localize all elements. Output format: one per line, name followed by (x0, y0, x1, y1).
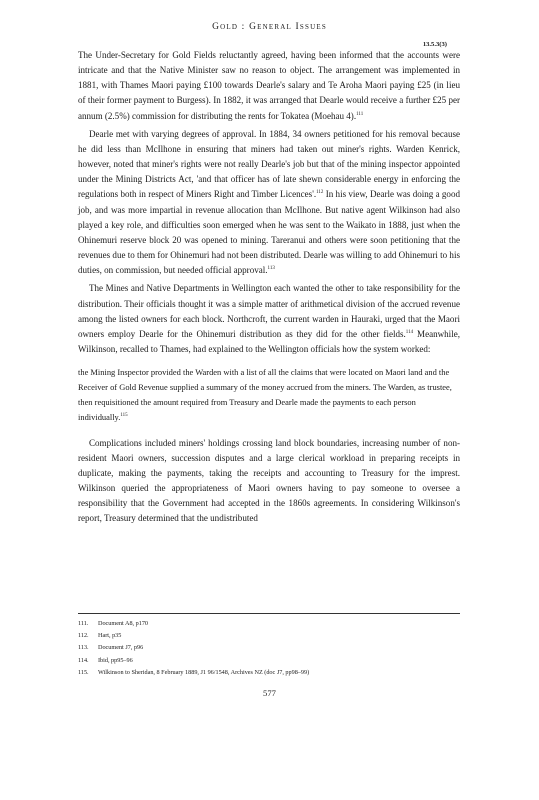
paragraph-3-text: The Mines and Native Departments in Wellington each wanted the other to take responsibility for the distribution. Their officials thought it was a simple matter of arithmetical division of the accrued revenue among the listed owners for each block. Northcroft, the current warden in Hauraki, urged that the Maori owners employ Dearle for the Ohinemuri distribution as they did for the other fields. (78, 283, 460, 339)
footnote-ref-113[interactable]: 113 (267, 266, 275, 272)
footnote-divider (78, 613, 460, 614)
paragraph-1-text: The Under-Secretary for Gold Fields reluctantly agreed, having been informed that the accounts were intricate and that the Native Minister saw no reason to object. The arrangement was implemented in 1881, with Thames Maori paying £100 towards Dearle's salary and Te Aroha Maori paying £25 (in lieu of their former payment to Burgess). In 1882, it was arranged that Dearle would receive a further £25 per annum (2.5%) commission for distributing the rents for Tokatea (Moehau 4). (78, 50, 460, 121)
footnote-number: 113. (78, 644, 89, 652)
footnote-number: 111. (78, 620, 89, 627)
paragraph-4 (78, 436, 460, 527)
block-quote (78, 365, 454, 425)
footnote-text: Document A8, p170 (98, 620, 149, 627)
footnote-text: Wilkinson to Sheridan, 8 February 1889, J1 96/1548, Archives NZ (doc J7, pp98–99) (98, 668, 310, 676)
paragraph-1 (78, 48, 460, 124)
footnote-ref-112[interactable]: 112 (316, 190, 324, 196)
body-text (78, 48, 460, 526)
footnote-115 (78, 667, 460, 679)
footnote-text: Ibid, pp95–96 (98, 656, 133, 664)
paragraph-2-text: Dearle met with varying degrees of approval. In 1884, 34 owners petitioned for his removal because he did less than McIlhone in ensuring that miners had taken out miner's rights. Warden Kenrick, however, noted that miner's rights were not really Dearle's job but that of the mining inspector appointed under the Mining Districts Act, 'and that officer has of late shewn considerable energy in enforcing the regulations both in respect of Miners Right and Timber Licences'. (78, 128, 460, 200)
footnote-114 (78, 655, 460, 667)
page-number: 577 (263, 688, 276, 698)
footnote-number: 115. (78, 668, 89, 676)
block-quote-text: the Mining Inspector provided the Warden with a list of all the claims that were located on Maori land and the Receiver of Gold Revenue supplied a summary of the money accrued from the miners. The Warden, as trustee, then requisitioned the amount required from Treasury and Dearle made the payments to each person individually. (78, 367, 452, 423)
footnote-text: Document J7, p96 (98, 644, 144, 652)
paragraph-3 (78, 281, 460, 357)
footnote-111 (78, 618, 460, 630)
paragraph-4-text: Complications included miners' holdings crossing land block boundaries, increasing number of non-resident Maori owners, succession disputes and a large clerical workload in preparing receipts in duplicate, making the payments, taking the receipts and accounting to Treasury for the imprest. Wilkinson queried the appropriateness of Maori owners having to pay someone to oversee a responsibility that the Government had accepted in the 1860s agreements. In considering Wilkinson's report, Treasury determined that the undistributed (78, 437, 460, 524)
paragraph-3-text-continued: Meanwhile, Wilkinson, recalled to Thames, had explained to the Wellington officials how the system worked: (78, 328, 460, 354)
footnotes (78, 618, 460, 679)
running-title: Gold : General Issues (212, 22, 327, 32)
footnote-112 (78, 630, 460, 642)
footnote-number: 112. (78, 632, 89, 640)
paragraph-2-text-continued: In his view, Dearle was doing a good job, and was more impartial in revenue allocation than McIlhone. But native agent Wilkinson had also played a key role, and difficulties soon emerged when he was sent to the Waikato in 1888, just when the Ohinemuri reserve block 20 was opened to mining. Tareranui and others were soon petitioning that the revenues due to them for Ohinemuri had not been distributed. Dearle was willing to add Ohinemuri to his duties, on commission, but needed official approval. (78, 189, 461, 276)
section-number: 13.5.3(3) (422, 41, 447, 48)
footnote-text: Hart, p35 (98, 632, 122, 640)
footnote-number: 114. (78, 656, 89, 664)
footnote-ref-111[interactable]: 111 (356, 111, 364, 117)
footnote-ref-114[interactable]: 114 (405, 329, 414, 335)
footnote-ref-115[interactable]: 115 (120, 413, 128, 419)
paragraph-2 (78, 127, 460, 279)
footnote-113 (78, 642, 460, 654)
